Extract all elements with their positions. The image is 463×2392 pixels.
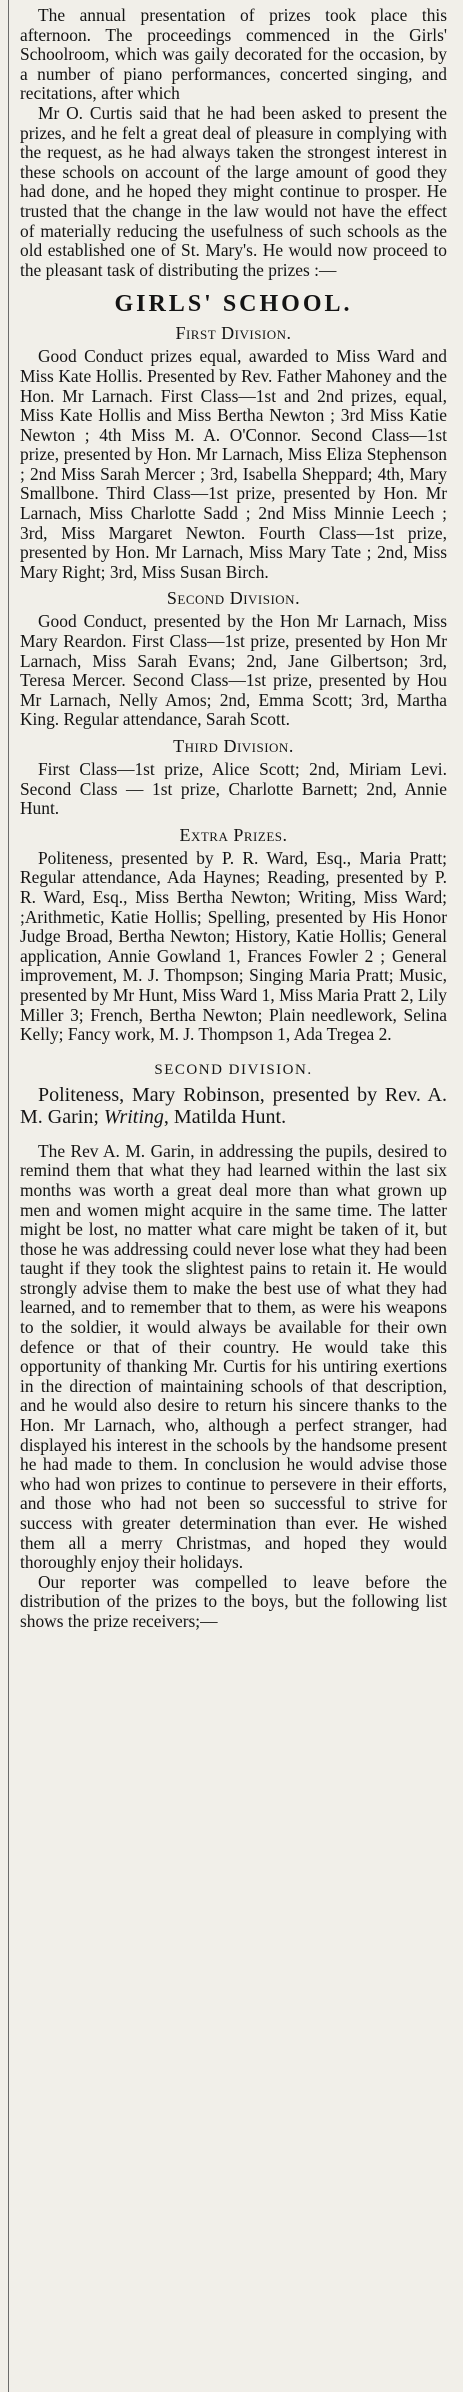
curtis-speech-paragraph: Mr O. Curtis said that he had been asked to present the prizes, and he felt a great deal of pleasure in complying with the request, as he had always taken the strongest interest in these schools on account of the large amount of good they had done, and he hoped they might continue to prosper. He trusted that the change in the law would not have the effect of materially reducing the usefulness of such schools as the old established one of St. Mary's. He would now proceed to the pleasant task of distributing the prizes :— bbox=[20, 102, 447, 280]
writing-prize-text: , Matilda Hunt. bbox=[163, 1105, 287, 1128]
second-division-b-text bbox=[20, 1084, 447, 1128]
intro-paragraph: The annual presentation of prizes took place this afternoon. The proceedings commenced in the Girls' Schoolroom, which was gaily decorated for the occasion, by a number of piano performances, concerted singing, and recitations, after which bbox=[20, 5, 447, 104]
girls-school-heading: GIRLS' SCHOOL. bbox=[114, 291, 353, 318]
third-division-heading: Third Division. bbox=[173, 736, 294, 756]
first-division-text: Good Conduct prizes equal, awarded to Miss Ward and Miss Kate Hollis. Presented by Rev. Father Mahoney and the Hon. Mr Larnach. First Class—1st and 2nd prizes, equal, Miss Kate Hollis and Miss Bertha Newton ; 3rd Miss Katie Newton ; 4th Miss M. A. O'Connor. Second Class—1st prize, presented by Hon. Mr Larnach, Miss Eliza Stephenson ; 2nd Miss Sarah Mercer ; 3rd, Isabella Sheppard; 4th, Mary Smallbone. Third Class—1st prize, presented by Hon. Mr Larnach, Miss Charlotte Sadd ; 2nd Miss Minnie Leech ; 3rd, Miss Margaret Newton. Fourth Class—1st prize, presented by Hon. Mr Larnach, Miss Mary Tate ; 2nd, Miss Mary Right; 3rd, Miss Susan Birch. bbox=[20, 346, 447, 582]
section-spacer bbox=[20, 1128, 447, 1142]
second-division-heading: Second Division. bbox=[166, 588, 301, 609]
column-rule bbox=[8, 0, 9, 2392]
reporter-note-paragraph: Our reporter was compelled to leave before the distribution of the prizes to the boys, but the following list shows the prize receivers;— bbox=[20, 1571, 447, 1631]
second-division-text: Good Conduct, presented by the Hon Mr Larnach, Miss Mary Reardon. First Class—1st prize, presented by Hon Mr Larnach, Miss Sarah Evans; 2nd, Jane Gilbertson; 3rd, Teresa Mercer. Second Class—1st prize, presented by Hou Mr Larnach, Nelly Amos; 2nd, Emma Scott; 3rd, Martha King. Regular attendance, Sarah Scott. bbox=[20, 611, 447, 730]
extra-prizes-text: Politeness, presented by P. R. Ward, Esq., Maria Pratt; Regular attendance, Ada Haynes; Reading, presented by P. R. Ward, Esq., Miss Bertha Newton; Writing, Miss Ward; ;Arithmetic, Katie Hollis; Spelling, presented by His Honor Judge Broad, Bertha Newton; History, Katie Hollis; General application, Annie Gowland 1, Frances Fowler 2 ; General improvement, M. J. Thompson; Singing Maria Pratt; Music, presented by Mr Hunt, Miss Ward 1, Miss Maria Pratt 2, Lily Miller 3; French, Bertha Newton; Plain needlework, Selina Kelly; Fancy work, M. J. Thompson 1, Ada Tregea 2. bbox=[20, 847, 447, 1045]
writing-label: Writing bbox=[103, 1105, 164, 1128]
politeness-prize-text: Politeness, Mary Robinson, presented by Rev. A. M. Garin; bbox=[20, 1083, 447, 1128]
garin-speech-paragraph: The Rev A. M. Garin, in addressing the pupils, desired to remind them that what they had learned within the last six months was worth a great deal more than what grown up men and women might acquire in the same time. The latter might be lost, no matter what care might be taken of it, but those he was addressing could never lose what they had been taught if they took the slightest pains to retain it. He would strongly advise them to make the best use of what they had learned, and to remember that to them, as were his weapons to the soldier, it would always be available for their own defence or that of their country. He would take this opportunity of thanking Mr. Curtis for his untiring exertions in the direction of maintaining schools of that description, and he would also desire to return his sincere thanks to the Hon. Mr Larnach, who, although a perfect stranger, had displayed his interest in the schools by the handsome present he had made to them. In conclusion he would advise those who had won prizes to continue to persevere in their efforts, and those who had not been so successful to strive for success with greater determination than ever. He wished them all a merry Christmas, and hoped they would thoroughly enjoy their holidays. bbox=[20, 1140, 447, 1573]
first-division-heading: First Division. bbox=[175, 323, 292, 344]
second-division-b-heading: SECOND DIVISION. bbox=[154, 1061, 313, 1078]
third-division-text: First Class—1st prize, Alice Scott; 2nd, Miriam Levi. Second Class — 1st prize, Charlotte Barnett; 2nd, Annie Hunt. bbox=[20, 759, 447, 819]
extra-prizes-heading: Extra Prizes. bbox=[179, 824, 288, 845]
